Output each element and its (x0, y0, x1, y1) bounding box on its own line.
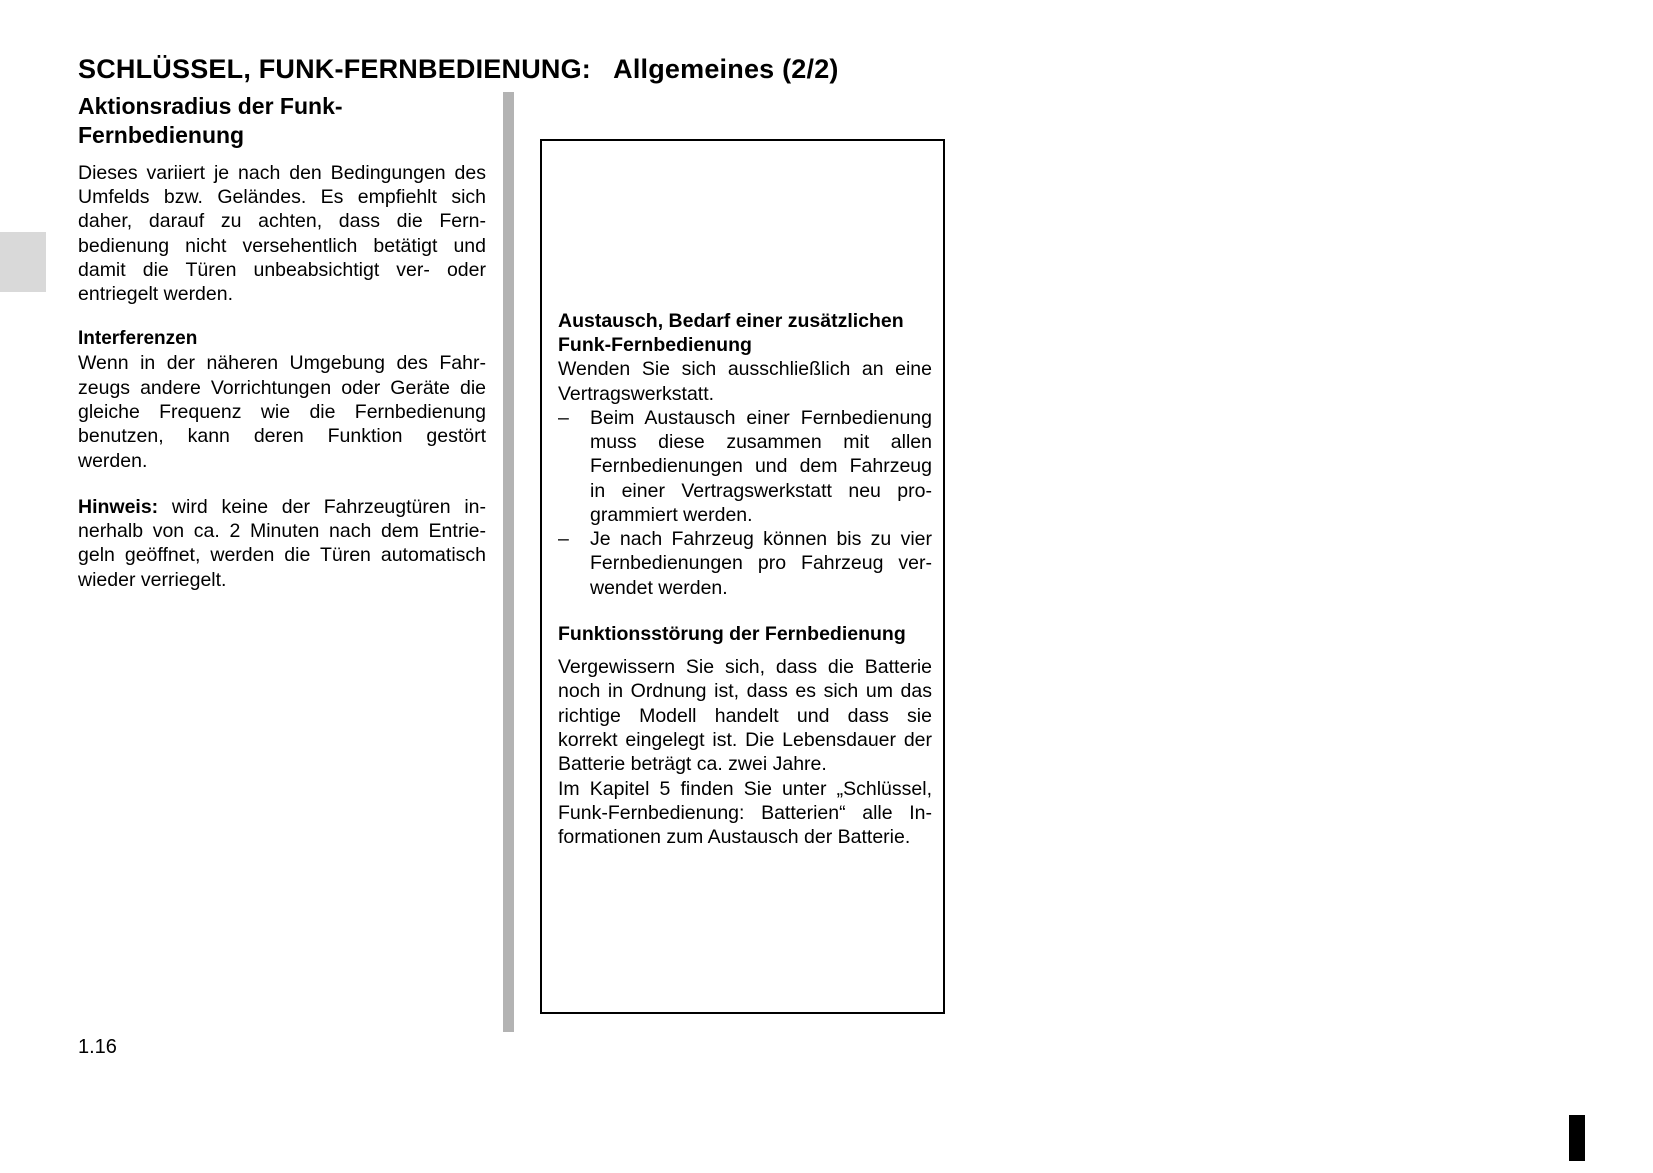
page-title-sub: Allgemeines (2/2) (613, 54, 839, 85)
box-paragraph-dealer: Wenden Sie sich ausschließlich an eine Vertragswerkstatt. (558, 358, 932, 405)
list-item-text: Beim Austausch einer Fernbedienung muss diese zusammen mit allen Fernbedienungen und dem Fahrzeug in einer Vertragswerkstatt neu programmiert werden. (590, 406, 932, 526)
chapter-tab-marker (0, 232, 46, 292)
list-item-text: Je nach Fahrzeug können bis zu vier Fernbedienungen pro Fahrzeug verwendet werden. (590, 528, 932, 599)
paragraph-note (78, 495, 486, 592)
box-heading-replacement: Austausch, Bedarf einer zusätzlichen Funk-Fernbedienung (558, 310, 904, 357)
note-text: wird keine der Fahrzeugtüren innerhalb von ca. 2 Minuten nach dem Entriegeln geöffnet, werden die Türen automatisch wieder verriegelt. (78, 495, 486, 591)
box-paragraph-chapter-reference: Im Kapitel 5 finden Sie unter „Schlüssel, Funk-Fernbedienung: Batterien“ alle Informationen zum Austausch der Batterie. (558, 777, 932, 849)
box-bullet-list (558, 406, 932, 600)
paragraph-action-radius: Dieses variiert je nach den Bedingungen des Umfelds bzw. Geländes. Es empfiehlt sich daher, darauf zu achten, dass die Fernbedienung nicht versehentlich betätigt und damit die Türen unbeabsichtigt ver- oder entriegelt werden. (78, 161, 486, 306)
left-column (78, 92, 486, 592)
info-box (540, 139, 945, 1014)
note-label: Hinweis: (78, 495, 159, 518)
column-divider (503, 92, 514, 1032)
edge-marker (1569, 1115, 1585, 1161)
page-title-main: SCHLÜSSEL, FUNK-FERNBEDIENUNG: (78, 54, 592, 85)
bullet-dash-icon: – (558, 528, 569, 551)
page-number: 1.16 (78, 1036, 117, 1058)
page-title (78, 54, 839, 85)
box-heading-malfunction: Funktionsstörung der Fernbedienung (558, 623, 906, 645)
box-paragraph-battery: Vergewissern Sie sich, dass die Batterie noch in Ordnung ist, dass es sich um das richtige Modell handelt und dass sie korrekt eingelegt ist. Die Lebensdauer der Batterie beträgt ca. zwei Jahre. (558, 656, 932, 776)
section-heading-action-radius: Aktionsradius der Funk-Fernbedienung (78, 93, 343, 149)
list-item (558, 527, 932, 600)
info-box-content (558, 309, 932, 849)
list-item (558, 406, 932, 527)
paragraph-interference: Wenn in der näheren Umgebung des Fahrzeugs andere Vorrichtungen oder Geräte die gleiche Frequenz wie die Fernbedienung benutzen, kann deren Funktion gestört werden. (78, 352, 486, 472)
section-heading-interference: Interferenzen (78, 328, 198, 350)
bullet-dash-icon: – (558, 406, 569, 429)
